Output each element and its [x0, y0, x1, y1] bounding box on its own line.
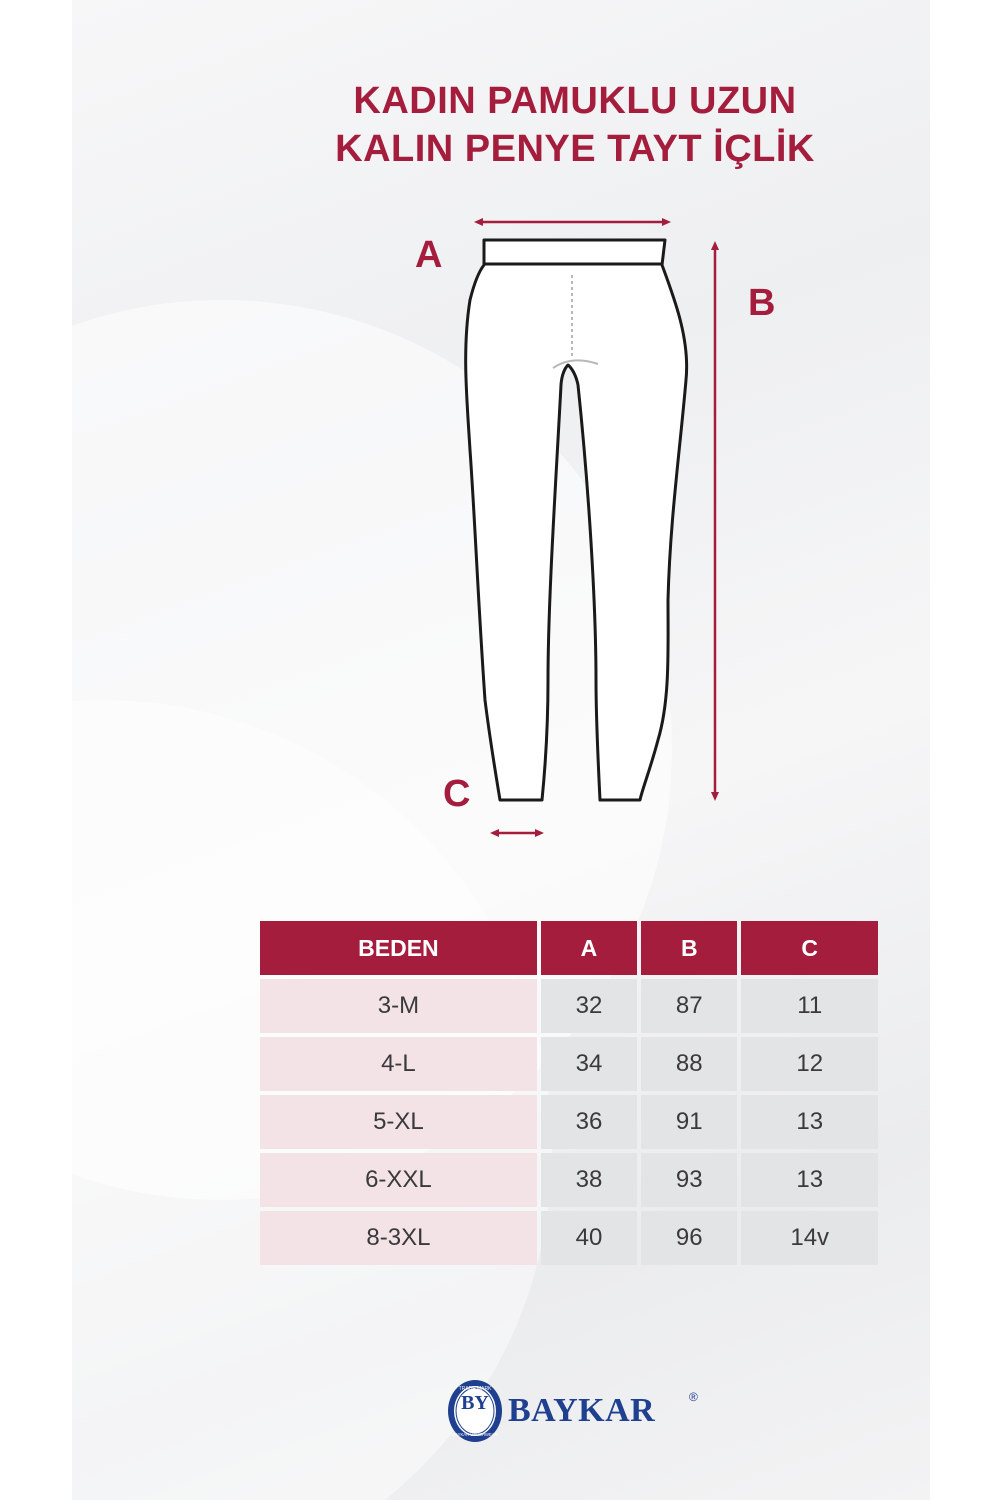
size-cell: 4-L	[260, 1037, 537, 1091]
product-title-line-2: KALIN PENYE TAYT İÇLİK	[335, 128, 815, 170]
value-cell: 14v	[741, 1211, 878, 1265]
registered-mark: ®	[689, 1390, 698, 1404]
brand-logo	[446, 1378, 706, 1446]
value-cell: 88	[641, 1037, 737, 1091]
value-cell: 87	[641, 979, 737, 1033]
seal-monogram: BY	[461, 1392, 489, 1414]
value-cell: 40	[541, 1211, 637, 1265]
value-cell: 93	[641, 1153, 737, 1207]
table-row	[260, 1095, 878, 1149]
column-header-c: C	[741, 921, 878, 975]
column-header-a: A	[541, 921, 637, 975]
value-cell: 38	[541, 1153, 637, 1207]
trademark-seal-icon	[446, 1378, 504, 1444]
size-cell: 5-XL	[260, 1095, 537, 1149]
size-cell: 3-M	[260, 979, 537, 1033]
table-row	[260, 1153, 878, 1207]
seal-text-top: TRADE MARK	[458, 1386, 492, 1392]
size-cell: 8-3XL	[260, 1211, 537, 1265]
table-row	[260, 1211, 878, 1265]
product-title-line-1: KADIN PAMUKLU UZUN	[353, 80, 797, 122]
column-header-b: B	[641, 921, 737, 975]
value-cell: 11	[741, 979, 878, 1033]
size-cell: 6-XXL	[260, 1153, 537, 1207]
dimension-label-c: C	[443, 773, 471, 815]
value-cell: 13	[741, 1095, 878, 1149]
value-cell: 91	[641, 1095, 737, 1149]
table-row	[260, 979, 878, 1033]
value-cell: 32	[541, 979, 637, 1033]
leggings-outline-icon	[466, 240, 687, 800]
value-cell: 96	[641, 1211, 737, 1265]
value-cell: 34	[541, 1037, 637, 1091]
value-cell: 13	[741, 1153, 878, 1207]
column-header-beden: BEDEN	[260, 921, 537, 975]
brand-name: BAYKAR	[508, 1392, 656, 1429]
value-cell: 36	[541, 1095, 637, 1149]
size-chart-table	[256, 917, 882, 1269]
dimension-label-a: A	[415, 234, 443, 276]
table-row	[260, 1037, 878, 1091]
value-cell: 12	[741, 1037, 878, 1091]
dimension-label-b: B	[748, 282, 776, 324]
table-header-row	[260, 921, 878, 975]
seal-text-bottom: BAYKAR UNDERWEAR	[452, 1432, 498, 1437]
